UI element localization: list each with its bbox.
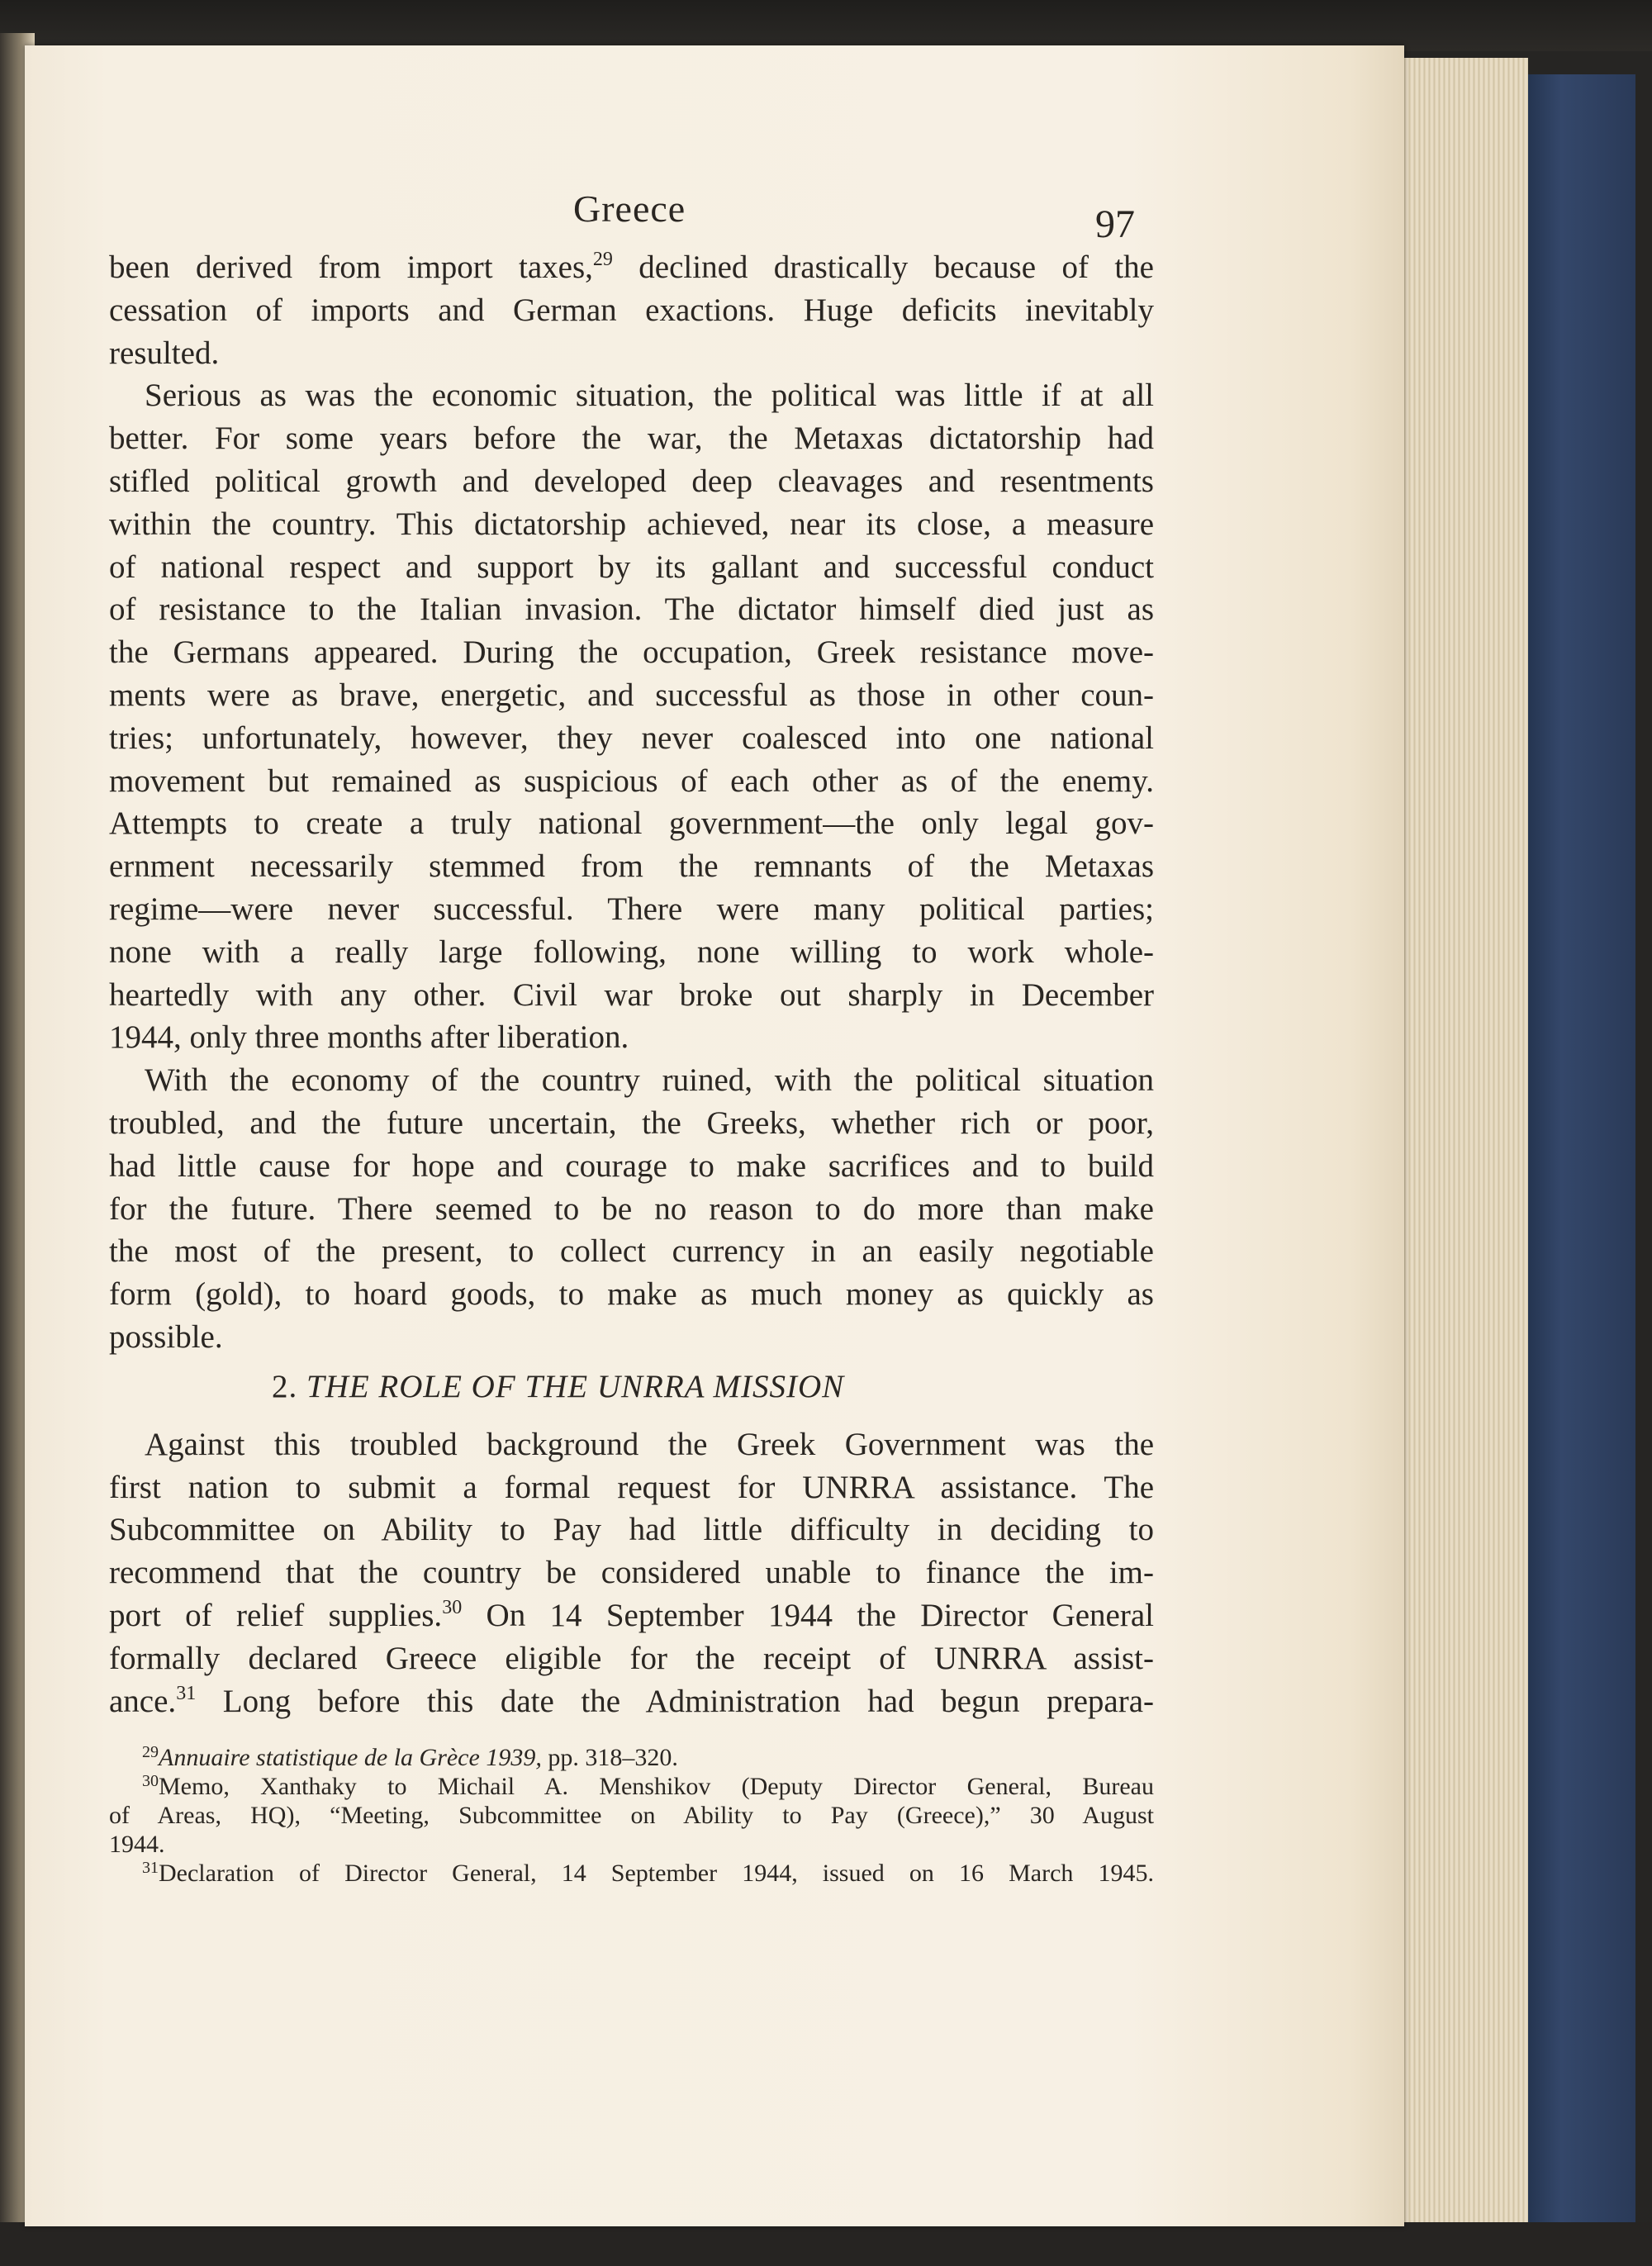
footnote-title: Annuaire statistique de la Grèce 1939,: [159, 1744, 542, 1771]
text-line: of national respect and support by its gallant and successful conduct: [109, 549, 1154, 585]
section-heading: [109, 1359, 1154, 1423]
text-line: heartedly with any other. Civil war broke out sharply in December: [109, 976, 1154, 1013]
page-edges: [1396, 58, 1528, 2222]
footnote-mark: 30: [142, 1772, 159, 1790]
text-line: ance.$^{31}$ Long before this date the Administration had begun prepara-: [109, 1682, 1154, 1719]
footnote-ref: 30: [442, 1596, 463, 1618]
text-line: the most of the present, to collect currency in an easily negotiable: [109, 1233, 1154, 1270]
text-line: stifled political growth and developed deep cleavages and resentments: [109, 463, 1154, 499]
scanner-bed-top: [0, 0, 1652, 51]
text-line: within the country. This dictatorship achieved, near its close, a measure: [109, 506, 1154, 542]
text-line: With the economy of the country ruined, with the political situation: [145, 1062, 1154, 1099]
text-line: Against this troubled background the Greek Government was the: [145, 1426, 1154, 1462]
text-line: had little cause for hope and courage to make sacrifices and to build: [109, 1147, 1154, 1184]
text-line: 1944, only three months after liberation.: [109, 1019, 629, 1056]
text-line: the Germans appeared. During the occupation, Greek resistance move-: [109, 634, 1154, 671]
text-line: first nation to submit a formal request for UNRRA assistance. The: [109, 1469, 1154, 1505]
text-line: form (gold), to hoard goods, to make as much money as quickly as: [109, 1276, 1154, 1313]
text-line: of resistance to the Italian invasion. The dictator himself died just as: [109, 591, 1154, 628]
text-line: for the future. There seemed to be no reason to do more than make: [109, 1190, 1154, 1227]
scanner-bed-bottom: [0, 2222, 1652, 2266]
footnote: $^{29}$Annuaire statistique de la Grèce 1939, pp. 318–320.: [142, 1743, 678, 1771]
page-number: 97: [1095, 202, 1135, 246]
text-line: Subcommittee on Ability to Pay had little difficulty in deciding to: [109, 1512, 1154, 1548]
footnote-line: of Areas, HQ), “Meeting, Subcommittee on Ability to Pay (Greece),” 30 August: [109, 1802, 1154, 1829]
section-title: THE ROLE OF THE UNRRA MISSION: [306, 1368, 845, 1404]
footnote-line: 1944.: [109, 1831, 165, 1858]
text-line: Serious as was the economic situation, the political was little if at all: [145, 378, 1154, 414]
text-line: cessation of imports and German exactions. Huge deficits inevitably: [109, 292, 1154, 328]
footnotes: [109, 1743, 1154, 1888]
text-line: ernment necessarily stemmed from the remnants of the Metaxas: [109, 848, 1154, 885]
text-line: movement but remained as suspicious of each other as of the enemy.: [109, 762, 1154, 799]
text-line: possible.: [109, 1318, 223, 1355]
text-line: regime—were never successful. There were many political parties;: [109, 891, 1154, 927]
footnote-mark: 29: [142, 1743, 159, 1761]
text-line: Attempts to create a truly national government—the only legal gov-: [109, 805, 1154, 842]
footnote: $^{31}$Declaration of Director General, 14 September 1944, issued on 16 March 1945.: [142, 1859, 1154, 1887]
footnote-mark: 31: [142, 1859, 159, 1877]
running-head: Greece: [573, 188, 686, 230]
text-line: resulted.: [109, 335, 220, 371]
text-line: been derived from import taxes,$^{29}$ declined drastically because of the: [109, 249, 1154, 285]
text-line: troubled, and the future uncertain, the Greeks, whether rich or poor,: [109, 1104, 1154, 1141]
body-text: [109, 246, 1154, 1722]
book-cover: [1512, 74, 1635, 2222]
section-number: 2.: [272, 1368, 298, 1404]
footnote-ref: 31: [176, 1682, 197, 1704]
text-line: ments were as brave, energetic, and successful as those in other coun-: [109, 677, 1154, 713]
footnote-ref: 29: [592, 249, 613, 270]
text-line: formally declared Greece eligible for the receipt of UNRRA assist-: [109, 1640, 1154, 1676]
text-line: port of relief supplies.$^{30}$ On 14 September 1944 the Director General: [109, 1596, 1154, 1633]
text-line: none with a really large following, none willing to work whole-: [109, 933, 1154, 970]
footnote: $^{30}$Memo, Xanthaky to Michail A. Menshikov (Deputy Director General, Bureau: [142, 1772, 1154, 1800]
text-line: better. For some years before the war, the Metaxas dictatorship had: [109, 420, 1154, 457]
text-line: recommend that the country be considered unable to finance the im-: [109, 1555, 1154, 1591]
text-line: tries; unfortunately, however, they never coalesced into one national: [109, 720, 1154, 756]
